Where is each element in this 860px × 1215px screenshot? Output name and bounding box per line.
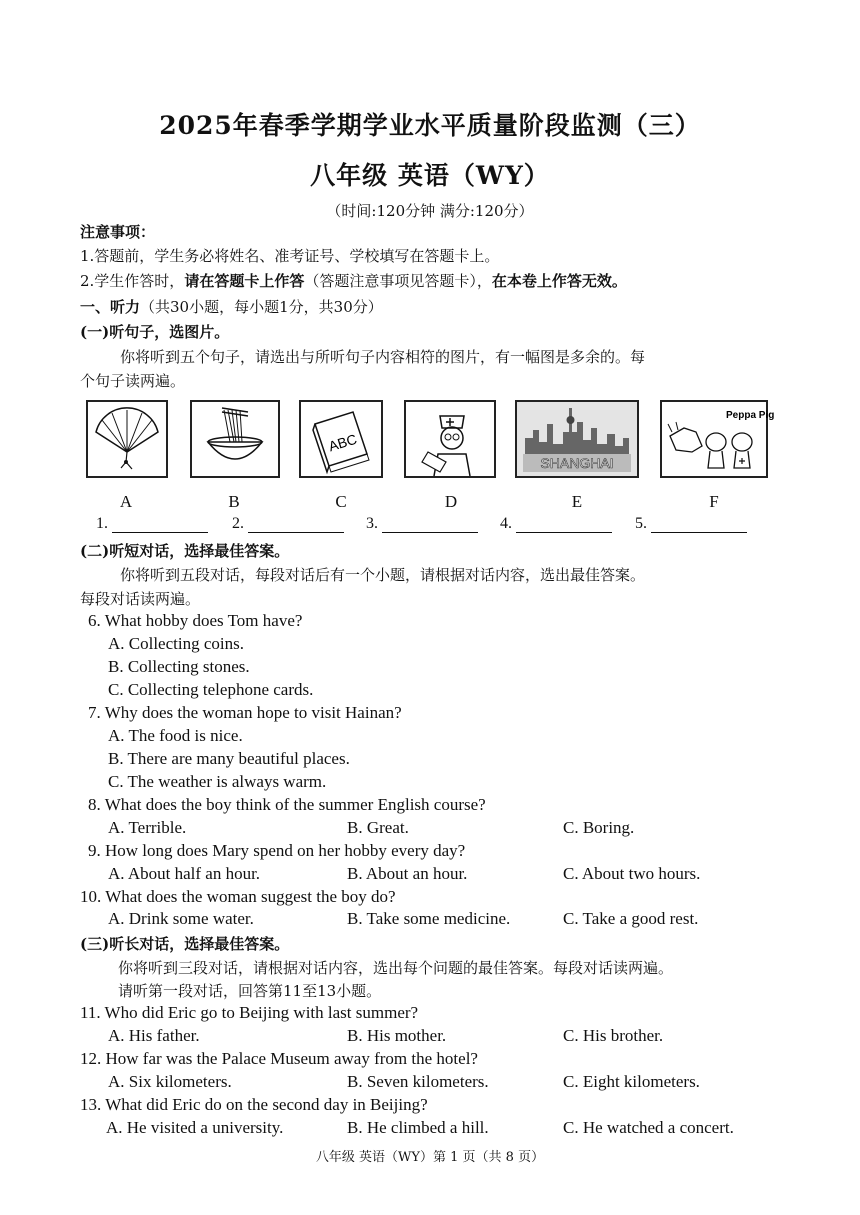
blank-number-3: 3. [366,515,378,532]
section-1-heading [80,296,383,318]
page-footer: 八年级 英语（WY）第 1 页（共 8 页） [315,1150,545,1165]
section-1-title: 一、听力 [80,298,141,316]
picture-d [404,400,496,478]
blank-number-2: 2. [232,515,244,532]
q7-option-b[interactable]: B. There are many beautiful places. [108,749,350,768]
answer-blank-4[interactable] [500,515,612,533]
q7-option-a[interactable]: A. The food is nice. [108,726,243,745]
notes-heading: 注意事项： [80,223,156,241]
notes-item-2 [80,270,627,292]
q12-option-c[interactable]: C. Eight kilometers. [563,1072,700,1091]
notes-item-2-text-b: （答题注意事项见答题卡）， [304,272,492,290]
part-1-instruction-line2: 个句子读两遍。 [80,372,186,390]
part-3-instruction-line1: 你将听到三段对话，请根据对话内容，选出每个问题的最佳答案。每段对话读两遍。 [118,959,674,977]
q8-option-c[interactable]: C. Boring. [563,818,635,837]
q6-option-a[interactable]: A. Collecting coins. [108,634,244,653]
skyline-icon [517,402,637,476]
q8-option-b[interactable]: B. Great. [347,818,409,837]
fan-icon [88,402,166,476]
answer-blank-5[interactable] [635,515,747,533]
picture-a [86,400,168,478]
question-10: 10. What does the woman suggest the boy do? [80,887,396,906]
q9-option-c[interactable]: C. About two hours. [563,864,701,883]
cartoon-text: Peppa Pig [726,410,775,421]
picture-label-d: D [444,492,458,511]
q13-option-b[interactable]: B. He climbed a hill. [347,1118,489,1137]
section-1-note: （共30小题，每小题1分，共30分） [140,298,383,316]
q9-option-a[interactable]: A. About half an hour. [108,864,261,883]
time-score-info: （时间:120分钟 满分:120分） [326,202,534,220]
picture-c [299,400,383,478]
q10-option-a[interactable]: A. Drink some water. [108,909,254,928]
question-6: 6. What hobby does Tom have? [88,611,303,630]
picture-f [660,400,775,478]
exam-subtitle: 八年级 英语（WY） [310,161,550,190]
q11-option-c[interactable]: C. His brother. [563,1026,664,1045]
question-8: 8. What does the boy think of the summer English course? [88,795,486,814]
q10-option-b[interactable]: B. Take some medicine. [347,909,511,928]
picture-label-e: E [571,492,583,511]
notes-item-2-text-a: 2.学生作答时， [80,272,185,290]
blank-number-1: 1. [96,515,108,532]
exam-title: 2025年春季学期学业水平质量阶段监测（三） [159,111,701,140]
question-11: 11. Who did Eric go to Beijing with last summer? [80,1003,419,1022]
q6-option-b[interactable]: B. Collecting stones. [108,657,250,676]
picture-label-c: C [335,492,347,511]
cartoon-icon [662,402,775,476]
notes-item-2-bold-b: 在本卷上作答无效。 [491,272,627,290]
book-text: ABC [326,430,359,455]
part-2-instruction-line1: 你将听到五段对话，每段对话后有一个小题，请根据对话内容，选出最佳答案。 [120,566,646,584]
notes-item-2-bold-a: 请在答题卡上作答 [184,272,305,290]
book-icon [301,402,381,476]
part-1-instruction-line1: 你将听到五个句子，请选出与所听句子内容相符的图片，有一幅图是多余的。每 [120,348,646,366]
answer-blank-2[interactable] [232,515,344,533]
doctor-icon [406,402,494,476]
q6-option-c[interactable]: C. Collecting telephone cards. [108,680,314,699]
picture-label-a: A [119,492,133,511]
question-12: 12. How far was the Palace Museum away from the hotel? [80,1049,478,1068]
noodles-icon [192,402,278,476]
picture-e [515,400,639,478]
skyline-text: SHANGHAI [540,455,614,471]
q12-option-b[interactable]: B. Seven kilometers. [347,1072,489,1091]
part-1-heading: (一)听句子，选图片。 [80,323,230,341]
picture-label-f: F [709,492,719,511]
blank-number-5: 5. [635,515,647,532]
notes-item-1: 1.答题前，学生务必将姓名、准考证号、学校填写在答题卡上。 [80,247,500,265]
picture-label-b: B [228,492,240,511]
question-9: 9. How long does Mary spend on her hobby every day? [88,841,466,860]
question-7: 7. Why does the woman hope to visit Hainan? [88,703,402,722]
part-2-instruction-line2: 每段对话读两遍。 [80,590,201,608]
question-13: 13. What did Eric do on the second day in Beijing? [80,1095,428,1114]
answer-blank-3[interactable] [366,515,478,533]
q11-option-b[interactable]: B. His mother. [347,1026,447,1045]
q8-option-a[interactable]: A. Terrible. [108,818,187,837]
q13-option-c[interactable]: C. He watched a concert. [563,1118,734,1137]
q11-option-a[interactable]: A. His father. [108,1026,200,1045]
q10-option-c[interactable]: C. Take a good rest. [563,909,699,928]
q13-option-a[interactable]: A. He visited a university. [106,1118,284,1137]
part-3-instruction-line2: 请听第一段对话，回答第11至13小题。 [118,982,382,1000]
q7-option-c[interactable]: C. The weather is always warm. [108,772,327,791]
answer-blank-1[interactable] [96,515,208,533]
picture-b [190,400,280,478]
q9-option-b[interactable]: B. About an hour. [347,864,468,883]
blank-number-4: 4. [500,515,512,532]
part-2-heading: (二)听短对话，选择最佳答案。 [80,542,290,560]
q12-option-a[interactable]: A. Six kilometers. [108,1072,232,1091]
part-3-heading: (三)听长对话，选择最佳答案。 [80,935,290,953]
